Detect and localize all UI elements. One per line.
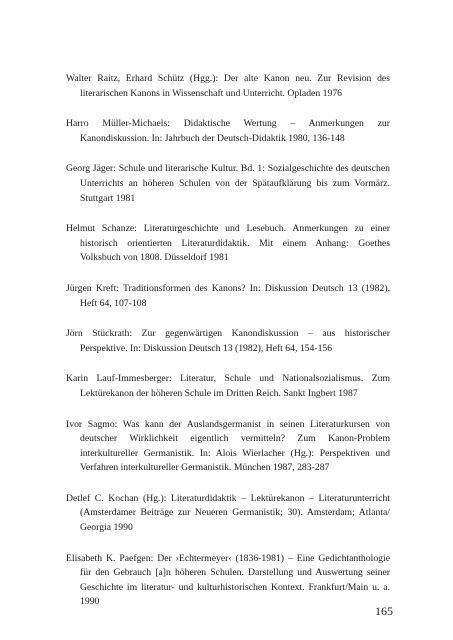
page-number: 165 xyxy=(375,604,393,618)
bibliography-entry: Jörn Stückrath: Zur gegenwärtigen Kanondiskussion – aus historischer Perspektive. In: Diskussion Deutsch 13 (1982), Heft 64, 154-156 xyxy=(66,328,390,354)
bibliography-list xyxy=(66,72,390,626)
bibliography-entry: Walter Raitz, Erhard Schütz (Hgg.): Der alte Kanon neu. Zur Revision des literarischen Kanons in Wissenschaft und Unterricht. Opladen 1976 xyxy=(66,73,390,99)
bibliography-entry: Karin Lauf-Immesberger: Literatur, Schule und Nationalsozialismus. Zum Lektürekanon der höheren Schule im Dritten Reich. Sankt Ingbert 1987 xyxy=(66,373,390,399)
bibliography-entry: Detlef C. Kochan (Hg.): Literaturdidaktik – Lektürekanon – Literaturunterricht (Amsterdamer Beiträge zur Neueren Germanistik; 30). Amsterdam; Atlanta/ Georgia 1990 xyxy=(66,492,390,534)
bibliography-entry: Harro Müller-Michaels: Didaktische Wertung – Anmerkungen zur Kanondiskussion. In: Jahrbuch der Deutsch-Didaktik 1980, 136-148 xyxy=(66,118,390,144)
bibliography-entry: Georg Jäger: Schule und literarische Kultur. Bd. 1: Sozialgeschichte des deutschen Unterrichts an höheren Schulen von der Spätaufklärung bis zum Vormärz. Stuttgart 1981 xyxy=(66,163,390,204)
bibliography-entry: Jürgen Kreft: Traditionsformen des Kanons? In: Diskussion Deutsch 13 (1982), Heft 64, 107-108 xyxy=(66,282,390,309)
bibliography-entry: Ivor Sagmo: Was kann der Auslandsgermanist in seinen Literaturkursen von deutscher Wirklichkeit eigentlich vermitteln? Zum Kanon-Problem interkultureller Germanistik. In: Alois Wierlacher (Hg.): Perspektiven und Verfahren interkultureller Germanistik. München 1987, 283-287 xyxy=(66,418,390,474)
bibliography-entry: Helmut Schanze: Literaturgeschichte und Lesebuch. Anmerkungen zu einer historisch orientierten Literaturdidaktik. Mit einem Anhang: Goethes Volksbuch von 1808. Düsseldorf 1981 xyxy=(66,223,390,264)
bibliography-entry: Elisabeth K. Paefgen: Der ›Echtermeyer‹ (1836-1981) – Eine Gedichtanthologie für den Gebrauch [a]n höheren Schulen. Darstellung und Auswertung seiner Geschichte im literatur- und kulturhistorischen Kontext. Frankfurt/Main u. a. 1990 xyxy=(66,552,390,608)
